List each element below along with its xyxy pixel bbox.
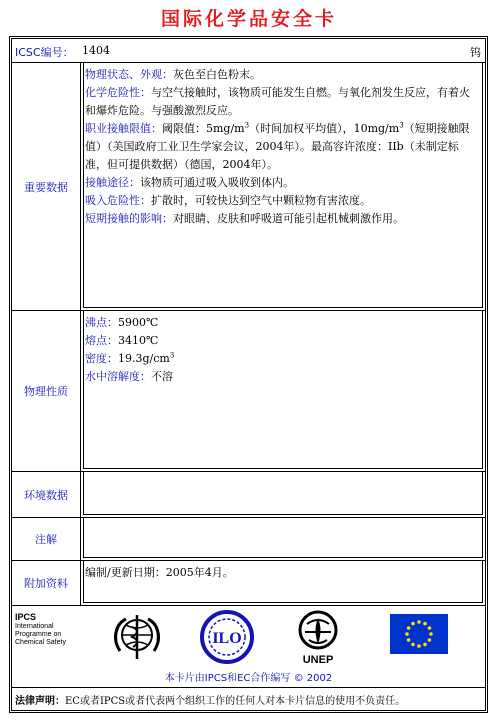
unep-emblem-icon <box>295 610 341 666</box>
ipcs-logo: IPCS International Programme on Chemical Safety <box>15 612 66 646</box>
notes-row <box>12 518 485 561</box>
eu-flag-icon <box>390 614 448 654</box>
environment-data-label: 环境数据 <box>12 472 81 517</box>
legal-row <box>12 688 485 710</box>
card-title: 国际化学品安全卡 <box>160 8 337 30</box>
who-emblem-icon <box>108 611 166 663</box>
environment-data-row <box>12 472 485 518</box>
notes-content <box>84 518 482 521</box>
physical-properties-content <box>84 311 482 386</box>
eu-star-icon <box>417 644 421 648</box>
eu-star-icon <box>417 620 421 624</box>
safety-card <box>9 36 488 713</box>
item-boiling-point: 沸点：5900℃ <box>85 316 159 329</box>
important-data-row <box>12 63 485 311</box>
eu-star-icon <box>423 622 427 626</box>
eu-star-icon <box>407 638 411 642</box>
eu-star-icon <box>428 638 432 642</box>
additional-info-label: 附加资料 <box>12 561 81 605</box>
item-inhalation-risk: 吸入危险性：扩散时，可较快达到空气中颗粒物有害浓度。 <box>85 194 371 207</box>
item-exposure-route: 接触途径：该物质可通过吸入吸收到体内。 <box>85 176 294 189</box>
item-appearance: 物理状态、外观：灰色至白色粉末。 <box>85 68 261 81</box>
item-density: 密度：$19.3g/cm^3$ <box>85 351 175 365</box>
item-exposure-limits: 职业接触限值：阈限值：$5mg/m^3$（时间加权平均值），$10mg/m^3$（短期接触限值）（美国政府工业卫生学家会议，2004年）。最高容许浓度：IIb（未制定标准，但可提供数据）（德国，2004年）。 <box>85 121 470 171</box>
important-data-label: 重要数据 <box>12 63 81 310</box>
important-data-content <box>84 63 482 228</box>
item-melting-point: 熔点：3410℃ <box>85 334 159 347</box>
environment-data-content <box>84 472 482 475</box>
item-water-solubility: 水中溶解度：不溶 <box>85 370 173 383</box>
icsc-header-row <box>12 39 485 63</box>
eu-star-icon <box>428 626 432 630</box>
logos-row <box>12 606 485 688</box>
svg-text:UNEP: UNEP <box>302 654 334 666</box>
eu-star-icon <box>411 622 415 626</box>
eu-star-icon <box>411 643 415 647</box>
physical-properties-row <box>12 311 485 472</box>
card-credit: 本卡片由IPCS和EC合作编写 © 2002 <box>164 673 333 684</box>
additional-info-row <box>12 561 485 606</box>
svg-text:ILO: ILO <box>212 630 242 647</box>
icsc-number: 1404 <box>82 44 110 57</box>
physical-properties-label: 物理性质 <box>12 311 81 471</box>
eu-star-icon <box>429 632 433 636</box>
notes-label: 注解 <box>12 518 81 560</box>
legal-notice: 法律声明：EC或者IPCS或者代表两个组织工作的任何人对本卡片信息的使用不负责任。 <box>15 696 406 707</box>
item-chemical-hazard: 化学危险性：与空气接触时，该物质可能发生自燃。与氧化剂发生反应，有着火和爆炸危险。与强酸激烈反应。 <box>85 86 470 117</box>
substance-name: 钨 <box>470 46 481 59</box>
additional-info-content: 编制/更新日期：2005年4月。 <box>85 566 234 579</box>
item-short-term-effects: 短期接触的影响：对眼睛、皮肤和呼吸道可能引起机械刺激作用。 <box>85 212 404 225</box>
eu-star-icon <box>407 626 411 630</box>
eu-star-icon <box>423 643 427 647</box>
icsc-label: ICSC编号： <box>15 46 74 59</box>
eu-star-icon <box>405 632 409 636</box>
ilo-emblem-icon <box>200 610 254 664</box>
